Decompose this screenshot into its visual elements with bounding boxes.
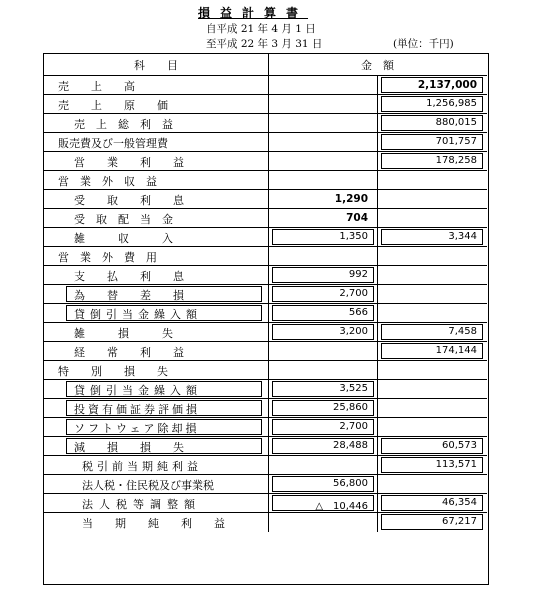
- row-label: 雑 収 入: [74, 232, 173, 245]
- row-value-detail: 28,488: [333, 440, 368, 451]
- table-row: [44, 513, 487, 532]
- row-label: 貸倒引当金繰入額: [74, 384, 202, 397]
- period-to: 至平成 22 年 3 月 31 日: [206, 38, 323, 50]
- row-value-detail: 3,200: [339, 326, 368, 337]
- table-row: [44, 76, 487, 95]
- row-value-total: 174,144: [435, 345, 477, 356]
- table-row: [44, 437, 487, 456]
- row-label: 受 取 配 当 金: [74, 213, 173, 226]
- row-label: 当 期 純 利 益: [82, 517, 225, 530]
- table-row: [44, 228, 487, 247]
- table-row: [44, 133, 487, 152]
- row-label: 営 業 利 益: [74, 156, 184, 169]
- table-row: [44, 247, 487, 266]
- section-label: 営 業 外 収 益: [58, 175, 157, 188]
- table-header-row: [44, 54, 487, 76]
- row-value-total: 46,354: [442, 497, 477, 508]
- period-from: 自平成 21 年 4 月 1 日: [206, 23, 316, 35]
- column-header-amount: 金 額: [361, 59, 394, 72]
- row-label: 売 上 高: [58, 80, 135, 93]
- table-row: [44, 418, 487, 437]
- table-row: [44, 209, 487, 228]
- table-row: [44, 456, 487, 475]
- row-label: 法人税・住民税及び事業税: [82, 479, 214, 492]
- row-label: 支 払 利 息: [74, 270, 184, 283]
- table-row: [44, 380, 487, 399]
- row-label: 為 替 差 損: [74, 289, 184, 302]
- table-row: [44, 266, 487, 285]
- row-label: ソフトウェア除却損: [74, 422, 200, 435]
- section-label: 営 業 外 費 用: [58, 251, 157, 264]
- row-value-total: 7,458: [448, 326, 477, 337]
- row-label: 貸倒引当金繰入額: [74, 308, 202, 321]
- income-statement-table: [43, 53, 489, 585]
- row-value-detail: 56,800: [333, 478, 368, 489]
- row-value-detail: 3,525: [339, 383, 368, 394]
- row-value-detail: 992: [348, 269, 368, 280]
- row-label: 雑 損 失: [74, 327, 173, 340]
- row-value-detail: 1,350: [339, 231, 368, 242]
- row-value-total: 3,344: [448, 231, 477, 242]
- row-value-detail: 704: [346, 212, 368, 224]
- table-row: [44, 114, 487, 133]
- row-label: 受 取 利 息: [74, 194, 184, 207]
- row-label: 売 上 総 利 益: [74, 118, 173, 131]
- table-row: [44, 304, 487, 323]
- row-value-total: 113,571: [435, 459, 477, 470]
- row-label: 売 上 原 価: [58, 99, 168, 112]
- row-value-detail: 1,290: [334, 193, 368, 205]
- column-header-item: 科 目: [134, 59, 178, 72]
- row-value-total: 2,137,000: [417, 79, 477, 91]
- table-row: [44, 171, 487, 190]
- table-row: [44, 285, 487, 304]
- section-label: 特 別 損 失: [58, 365, 168, 378]
- row-value-total: 67,217: [442, 516, 477, 527]
- row-label: 法人税等調整額: [82, 498, 201, 511]
- row-value-detail: 2,700: [339, 288, 368, 299]
- row-label: 投資有価証券評価損: [74, 403, 200, 416]
- row-value-total: 880,015: [435, 117, 477, 128]
- row-value-total: 60,573: [442, 440, 477, 451]
- row-label: 販売費及び一般管理費: [58, 137, 168, 150]
- row-label: 経 常 利 益: [74, 346, 184, 359]
- table-row: [44, 323, 487, 342]
- table-row: [44, 95, 487, 114]
- row-value-detail: △ 10,446: [315, 501, 368, 512]
- row-value-total: 1,256,985: [426, 98, 477, 109]
- table-row: [44, 361, 487, 380]
- row-value-detail: 566: [348, 307, 368, 318]
- table-row: [44, 190, 487, 209]
- unit-label: (単位：千円): [393, 38, 454, 50]
- table-row: [44, 475, 487, 494]
- row-value-detail: 25,860: [333, 402, 368, 413]
- table-row: [44, 342, 487, 361]
- row-value-total: 701,757: [435, 136, 477, 147]
- table-row: [44, 494, 487, 513]
- table-row: [44, 399, 487, 418]
- document-title: 損益計算書: [198, 6, 309, 20]
- table-row: [44, 152, 487, 171]
- row-label: 減 損 損 失: [74, 441, 184, 454]
- row-label: 税引前当期純利益: [82, 460, 202, 473]
- row-value-total: 178,258: [435, 155, 477, 166]
- row-value-detail: 2,700: [339, 421, 368, 432]
